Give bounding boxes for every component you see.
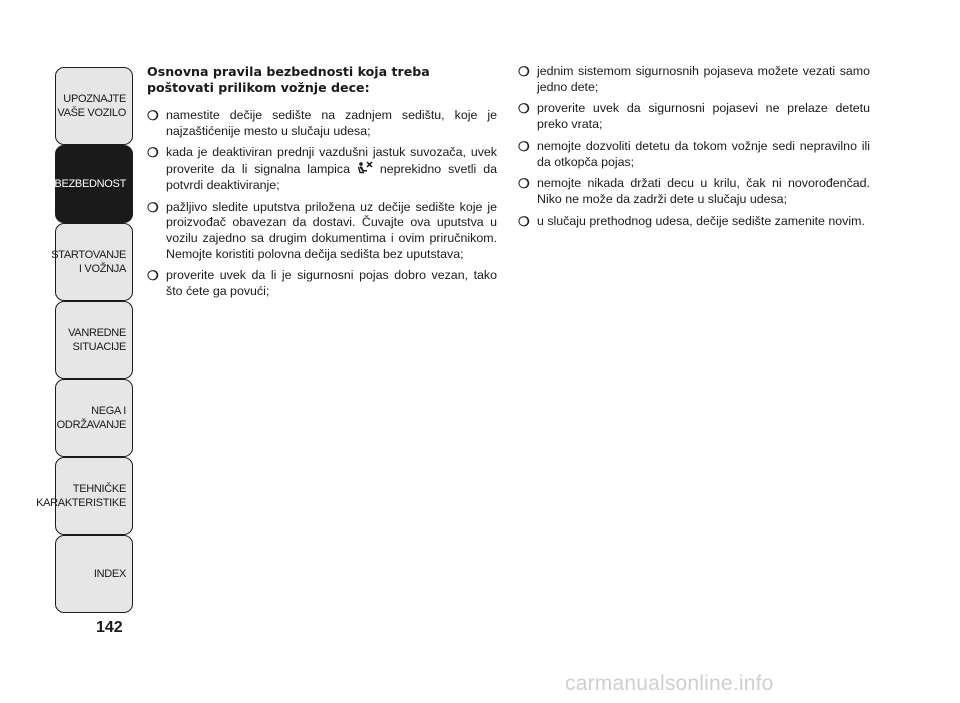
list-item-text: pažljivo sledite uputstva priložena uz dečije sedište koje je proizvođač obavezan da dostavi. Čuvajte ova uputstva u vozilu zajedno sa drugim dokumentima i ovim priručnikom. Nemojte koristiti polovna dečija sedišta bez uputstava; (166, 199, 497, 261)
tab-startovanje-i-voznja[interactable]: STARTOVANJE I VOŽNJA (55, 223, 133, 301)
list-item-text: proverite uvek da sigurnosni pojasevi ne prelaze detetu preko vrata; (537, 101, 870, 132)
list-item-text: kada je deaktiviran prednji vazdušni jastuk suvozača, uvek proverite da li signalna lampica (166, 145, 497, 177)
bullet-circle-icon: ❍ (147, 145, 159, 161)
list-item (518, 101, 870, 132)
bullet-circle-icon: ❍ (518, 101, 530, 117)
bullet-circle-icon: ❍ (147, 268, 159, 284)
list-item (147, 200, 497, 263)
bullet-circle-icon: ❍ (518, 64, 530, 79)
tab-vanredne-situacije[interactable]: VANREDNE SITUACIJE (55, 301, 133, 379)
list-item (147, 268, 497, 299)
bullet-circle-icon: ❍ (147, 199, 159, 215)
tab-upoznajte-vase-vozilo[interactable]: UPOZNAJTE VAŠE VOZILO (55, 67, 133, 145)
list-item (518, 214, 870, 230)
list-item (147, 145, 497, 193)
tab-index[interactable]: INDEX (55, 535, 133, 613)
list-item (518, 176, 870, 207)
bullet-circle-icon: ❍ (518, 138, 530, 154)
list-item-text: nemojte dozvoliti detetu da tokom vožnje sedi nepravilno ili da otkopča pojas; (537, 138, 870, 169)
watermark: carmanualsonline.info (565, 672, 774, 695)
airbag-off-icon (357, 161, 373, 174)
left-column (147, 108, 497, 306)
section-heading: Osnovna pravila bezbednosti koja treba poštovati prilikom vožnje dece: (147, 64, 430, 95)
list-item-text: proverite uvek da li je sigurnosni pojas dobro vezan, tako što ćete ga povući; (166, 268, 497, 299)
list-item-text: neprekidno svetli da potvrdi deaktiviranje; (166, 162, 498, 192)
bullet-circle-icon: ❍ (518, 176, 530, 192)
list-item-text: u slučaju prethodnog udesa, dečije sedište zamenite novim. (537, 213, 865, 228)
page-number: 142 (96, 619, 123, 636)
tab-tehnicke-karakteristike[interactable]: TEHNIČKE KARAKTERISTIKE (55, 457, 133, 535)
tab-nega-i-odrzavanje[interactable]: NEGA I ODRŽAVANJE (55, 379, 133, 457)
tab-bezbednost[interactable]: BEZBEDNOST (55, 145, 133, 223)
list-item (147, 108, 497, 139)
list-item-text: namestite dečije sedište na zadnjem sedištu, koje je najzaštićenije mesto u slučaju udesa; (166, 108, 497, 138)
list-item-text: nemojte nikada držati decu u krilu, čak ni novorođenčad. Niko ne može da zadrži dete u slučaju udesa; (537, 176, 870, 206)
list-item (518, 139, 870, 170)
bullet-circle-icon: ❍ (147, 108, 159, 123)
right-column (518, 64, 870, 235)
list-item-text: jednim sistemom sigurnosnih pojaseva možete vezati samo jedno dete; (537, 64, 870, 94)
list-item (518, 64, 870, 95)
bullet-circle-icon: ❍ (518, 213, 530, 229)
